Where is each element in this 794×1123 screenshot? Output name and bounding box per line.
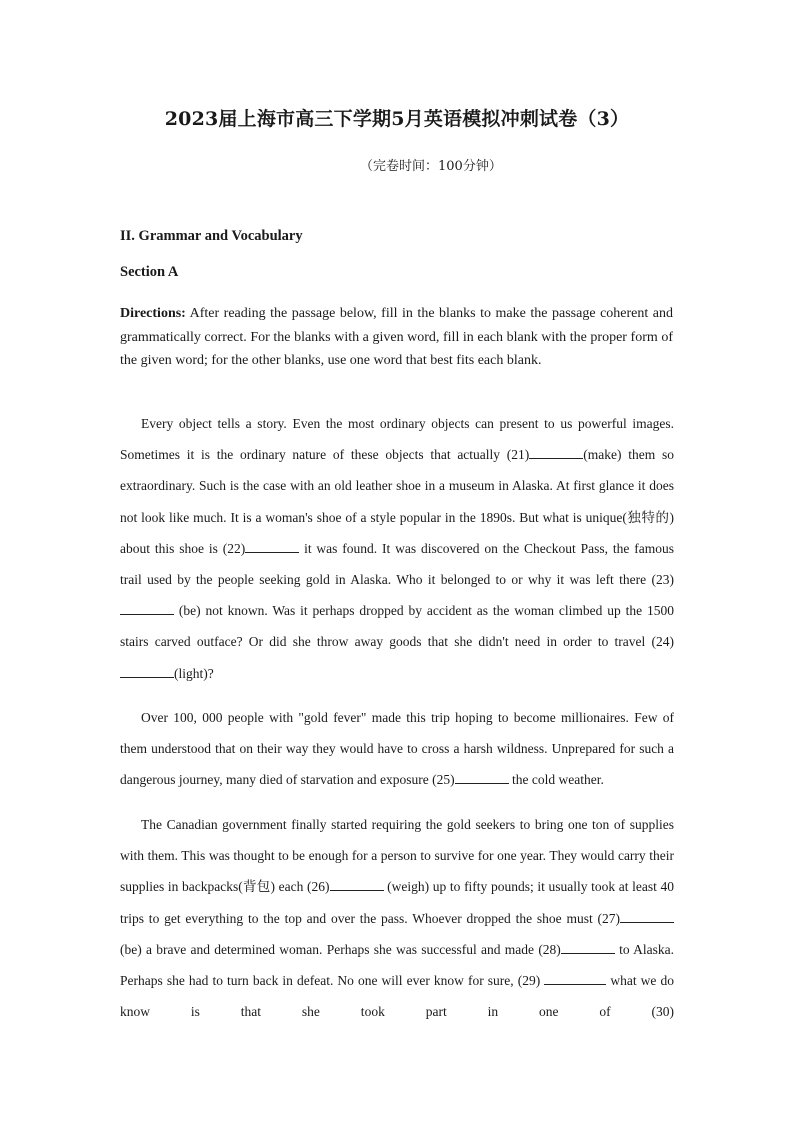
passage-paragraph-3	[120, 809, 674, 1027]
p1-text-e: (light)?	[174, 665, 214, 681]
p1-text-b: (make) them so extraordinary. Such is the case with an old leather shoe in a museum in Alaska. At first glance it does not look like much. It is a woman's shoe of a style popular in the 1890s. But what is unique(独特的) about this shoe is (22)	[120, 447, 674, 556]
blank-27[interactable]	[620, 911, 674, 923]
p2-text-b: the cold weather.	[508, 772, 604, 788]
p3-text-e: what we do know is that she took part in one of (30)	[120, 973, 674, 1020]
blank-28[interactable]	[561, 942, 615, 954]
p3-text-b: (weigh) up to fifty pounds; it usually took at least 40 trips to get everything to the top and over the pass. Whoever dropped the shoe must (27)	[120, 879, 675, 926]
p3-text-a: The Canadian government finally started requiring the gold seekers to bring one ton of supplies with them. This was thought to be enough for a person to survive for one year. They would carry their supplies in backpacks(背包) each (26)	[120, 817, 674, 895]
blank-29[interactable]	[544, 973, 606, 985]
section-heading: II. Grammar and Vocabulary	[120, 228, 303, 244]
p3-text-c: (be) a brave and determined woman. Perhaps she was successful and made (28)	[120, 941, 561, 957]
directions-text: After reading the passage below, fill in the blanks to make the passage coherent and grammatically correct. For the blanks with a given word, fill in each blank with the proper form of the given word; for the other blanks, use one word that best fits each blank.	[120, 306, 673, 368]
blank-25[interactable]	[455, 772, 509, 784]
p1-text-d: (be) not known. Was it perhaps dropped by accident as the woman climbed up the 1500 stairs carved outface? Or did she throw away goods that she didn't need in order to travel (24)	[120, 603, 674, 650]
p1-text-a: Every object tells a story. Even the most ordinary objects can present to us powerful images. Sometimes it is the ordinary nature of these objects that actually (21)	[120, 416, 674, 463]
exam-title: 2023届上海市高三下学期5月英语模拟冲刺试卷（3）	[164, 108, 630, 130]
section-subheading: Section A	[120, 264, 179, 280]
directions-label: Directions:	[120, 306, 186, 321]
passage-paragraph-2	[120, 702, 674, 796]
directions-block	[120, 302, 673, 373]
p3-text-d: to Alaska. Perhaps she had to turn back in defeat. No one will ever know for sure, (29)	[120, 941, 674, 989]
p2-text-a: Over 100, 000 people with "gold fever" made this trip hoping to become millionaires. Few of them understood that on their way they would have to cross a harsh wildness. Unprepared for such a dangerous journey, many died of starvation and exposure (25)	[120, 710, 674, 788]
blank-23[interactable]	[120, 603, 174, 615]
passage-paragraph-1	[120, 408, 674, 689]
blank-26[interactable]	[330, 879, 384, 891]
blank-21[interactable]	[529, 447, 583, 459]
blank-24[interactable]	[120, 666, 174, 678]
blank-22[interactable]	[245, 541, 299, 553]
p1-text-c: it was found. It was discovered on the Checkout Pass, the famous trail used by the people seeking gold in Alaska. Who it belonged to or why it was left there (23)	[120, 540, 674, 588]
time-note: （完卷时间：100分钟）	[360, 159, 502, 174]
